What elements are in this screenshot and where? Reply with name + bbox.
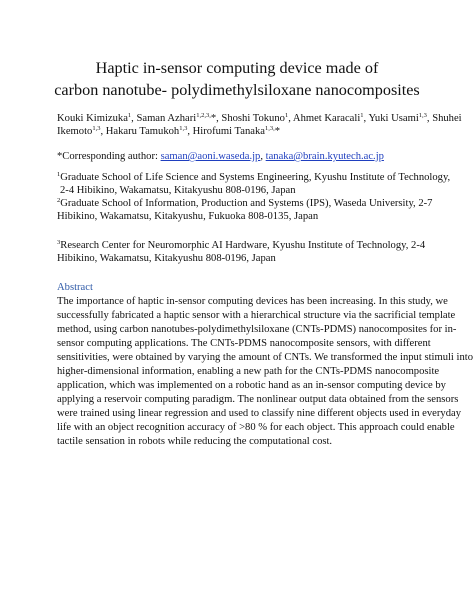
email-link-azhari[interactable]: saman@aoni.waseda.jp bbox=[160, 151, 261, 162]
author-separator: * bbox=[274, 126, 281, 137]
affiliation-sup: 1 bbox=[57, 171, 61, 178]
abstract-line: were trained using linear regression and used to classify nine different objects used in everyday bbox=[57, 408, 462, 419]
abstract-line: application, which was implemented on a robotic hand as an in-sensor computing device by bbox=[57, 380, 446, 391]
author-affiliation-sup: 1 bbox=[360, 112, 364, 119]
author-name: Shoshi Tokuno bbox=[221, 113, 285, 124]
abstract-line: The importance of haptic in-sensor computing devices has been increasing. In this study, we bbox=[57, 296, 448, 307]
email-separator: , bbox=[260, 151, 266, 162]
corresponding-author bbox=[57, 150, 419, 163]
author-separator: , bbox=[187, 126, 193, 137]
author-separator: , bbox=[426, 113, 433, 124]
affiliation-1-line-1 bbox=[57, 171, 451, 184]
author-line-2 bbox=[57, 125, 419, 138]
affiliation-text: Graduate School of Life Science and Systems Engineering, Kyushu Institute of Technology, bbox=[60, 172, 451, 183]
abstract-line: higher-dimensional information, enabling a new path for the CNTs-PDMS nanocomposite bbox=[57, 366, 440, 377]
affiliation-text: Graduate School of Information, Production and Systems (IPS), Waseda University, 2-7 bbox=[60, 198, 433, 209]
affiliation-1-line-2: 2-4 Hibikino, Wakamatsu, Kitakyushu 808-0196, Japan bbox=[60, 185, 296, 196]
affiliation-3-line-2: Hibikino, Wakamatsu, Kitakyushu 808-0196, Japan bbox=[57, 253, 276, 264]
author-separator: *, bbox=[210, 113, 222, 124]
author-affiliation-sup: 1,3 bbox=[92, 125, 101, 132]
abstract-line: method, using carbon nanotubes-polydimethylsiloxane (CNTs-PDMS) nanocomposites for in- bbox=[57, 324, 457, 335]
author-name: Saman Azhari bbox=[136, 113, 197, 124]
author-affiliation-sup: 1,3, bbox=[264, 125, 275, 132]
abstract-line: sensor computing applications. The CNTs-PDMS nanocomposite sensors, with different bbox=[57, 338, 431, 349]
author-affiliation-sup: 1,2,3, bbox=[196, 112, 211, 119]
abstract-heading: Abstract bbox=[57, 282, 93, 293]
author-name: Yuki Usami bbox=[368, 113, 419, 124]
author-name: Ikemoto bbox=[57, 126, 93, 137]
abstract-line: tactile sensation in robots while reducing the computational cost. bbox=[57, 436, 333, 447]
author-line-1 bbox=[57, 112, 462, 125]
title-line-1: Haptic in-sensor computing device made of bbox=[95, 59, 379, 77]
author-name: Kouki Kimizuka bbox=[57, 113, 128, 124]
author-name: Ahmet Karacali bbox=[292, 113, 361, 124]
affiliation-sup: 2 bbox=[57, 197, 61, 204]
author-affiliation-sup: 1,3 bbox=[179, 125, 188, 132]
abstract-line: applying a reservoir computing paradigm. The nonlinear output data obtained from the sensors bbox=[57, 394, 459, 405]
affiliation-2-line-1 bbox=[57, 197, 433, 210]
title-line-2: carbon nanotube- polydimethylsiloxane nanocomposites bbox=[54, 81, 420, 99]
affiliation-sup: 3 bbox=[57, 239, 61, 246]
abstract-line: sensitivities, were obtained by varying the amount of CNTs. We transformed the input stimuli into bbox=[57, 352, 474, 363]
author-name: Shuhei bbox=[432, 113, 462, 124]
author-affiliation-sup: 1 bbox=[284, 112, 289, 119]
affiliation-3-line-1 bbox=[57, 239, 426, 252]
author-affiliation-sup: 1 bbox=[127, 112, 132, 119]
corresponding-label: *Corresponding author: bbox=[57, 151, 161, 162]
author-separator: , bbox=[131, 113, 137, 124]
author-affiliation-sup: 1,3 bbox=[418, 112, 427, 119]
email-link-tanaka[interactable]: tanaka@brain.kyutech.ac.jp bbox=[265, 151, 384, 162]
author-separator: , bbox=[288, 113, 293, 124]
affiliation-text: Research Center for Neuromorphic AI Hardware, Kyushu Institute of Technology, 2-4 bbox=[60, 240, 426, 251]
author-separator: , bbox=[100, 126, 106, 137]
abstract-line: life with an object recognition accuracy of >80 % for each object. This approach could enable bbox=[57, 422, 455, 433]
affiliation-2-line-2: Hibikino, Wakamatsu, Kitakyushu, Fukuoka 808-0135, Japan bbox=[57, 211, 319, 222]
abstract-line: successfully fabricated a haptic sensor with a hierarchical structure via the sacrificial template bbox=[57, 310, 456, 321]
author-separator: , bbox=[363, 113, 369, 124]
author-name: Hakaru Tamukoh bbox=[105, 126, 180, 137]
author-name: Hirofumi Tanaka bbox=[192, 126, 265, 137]
